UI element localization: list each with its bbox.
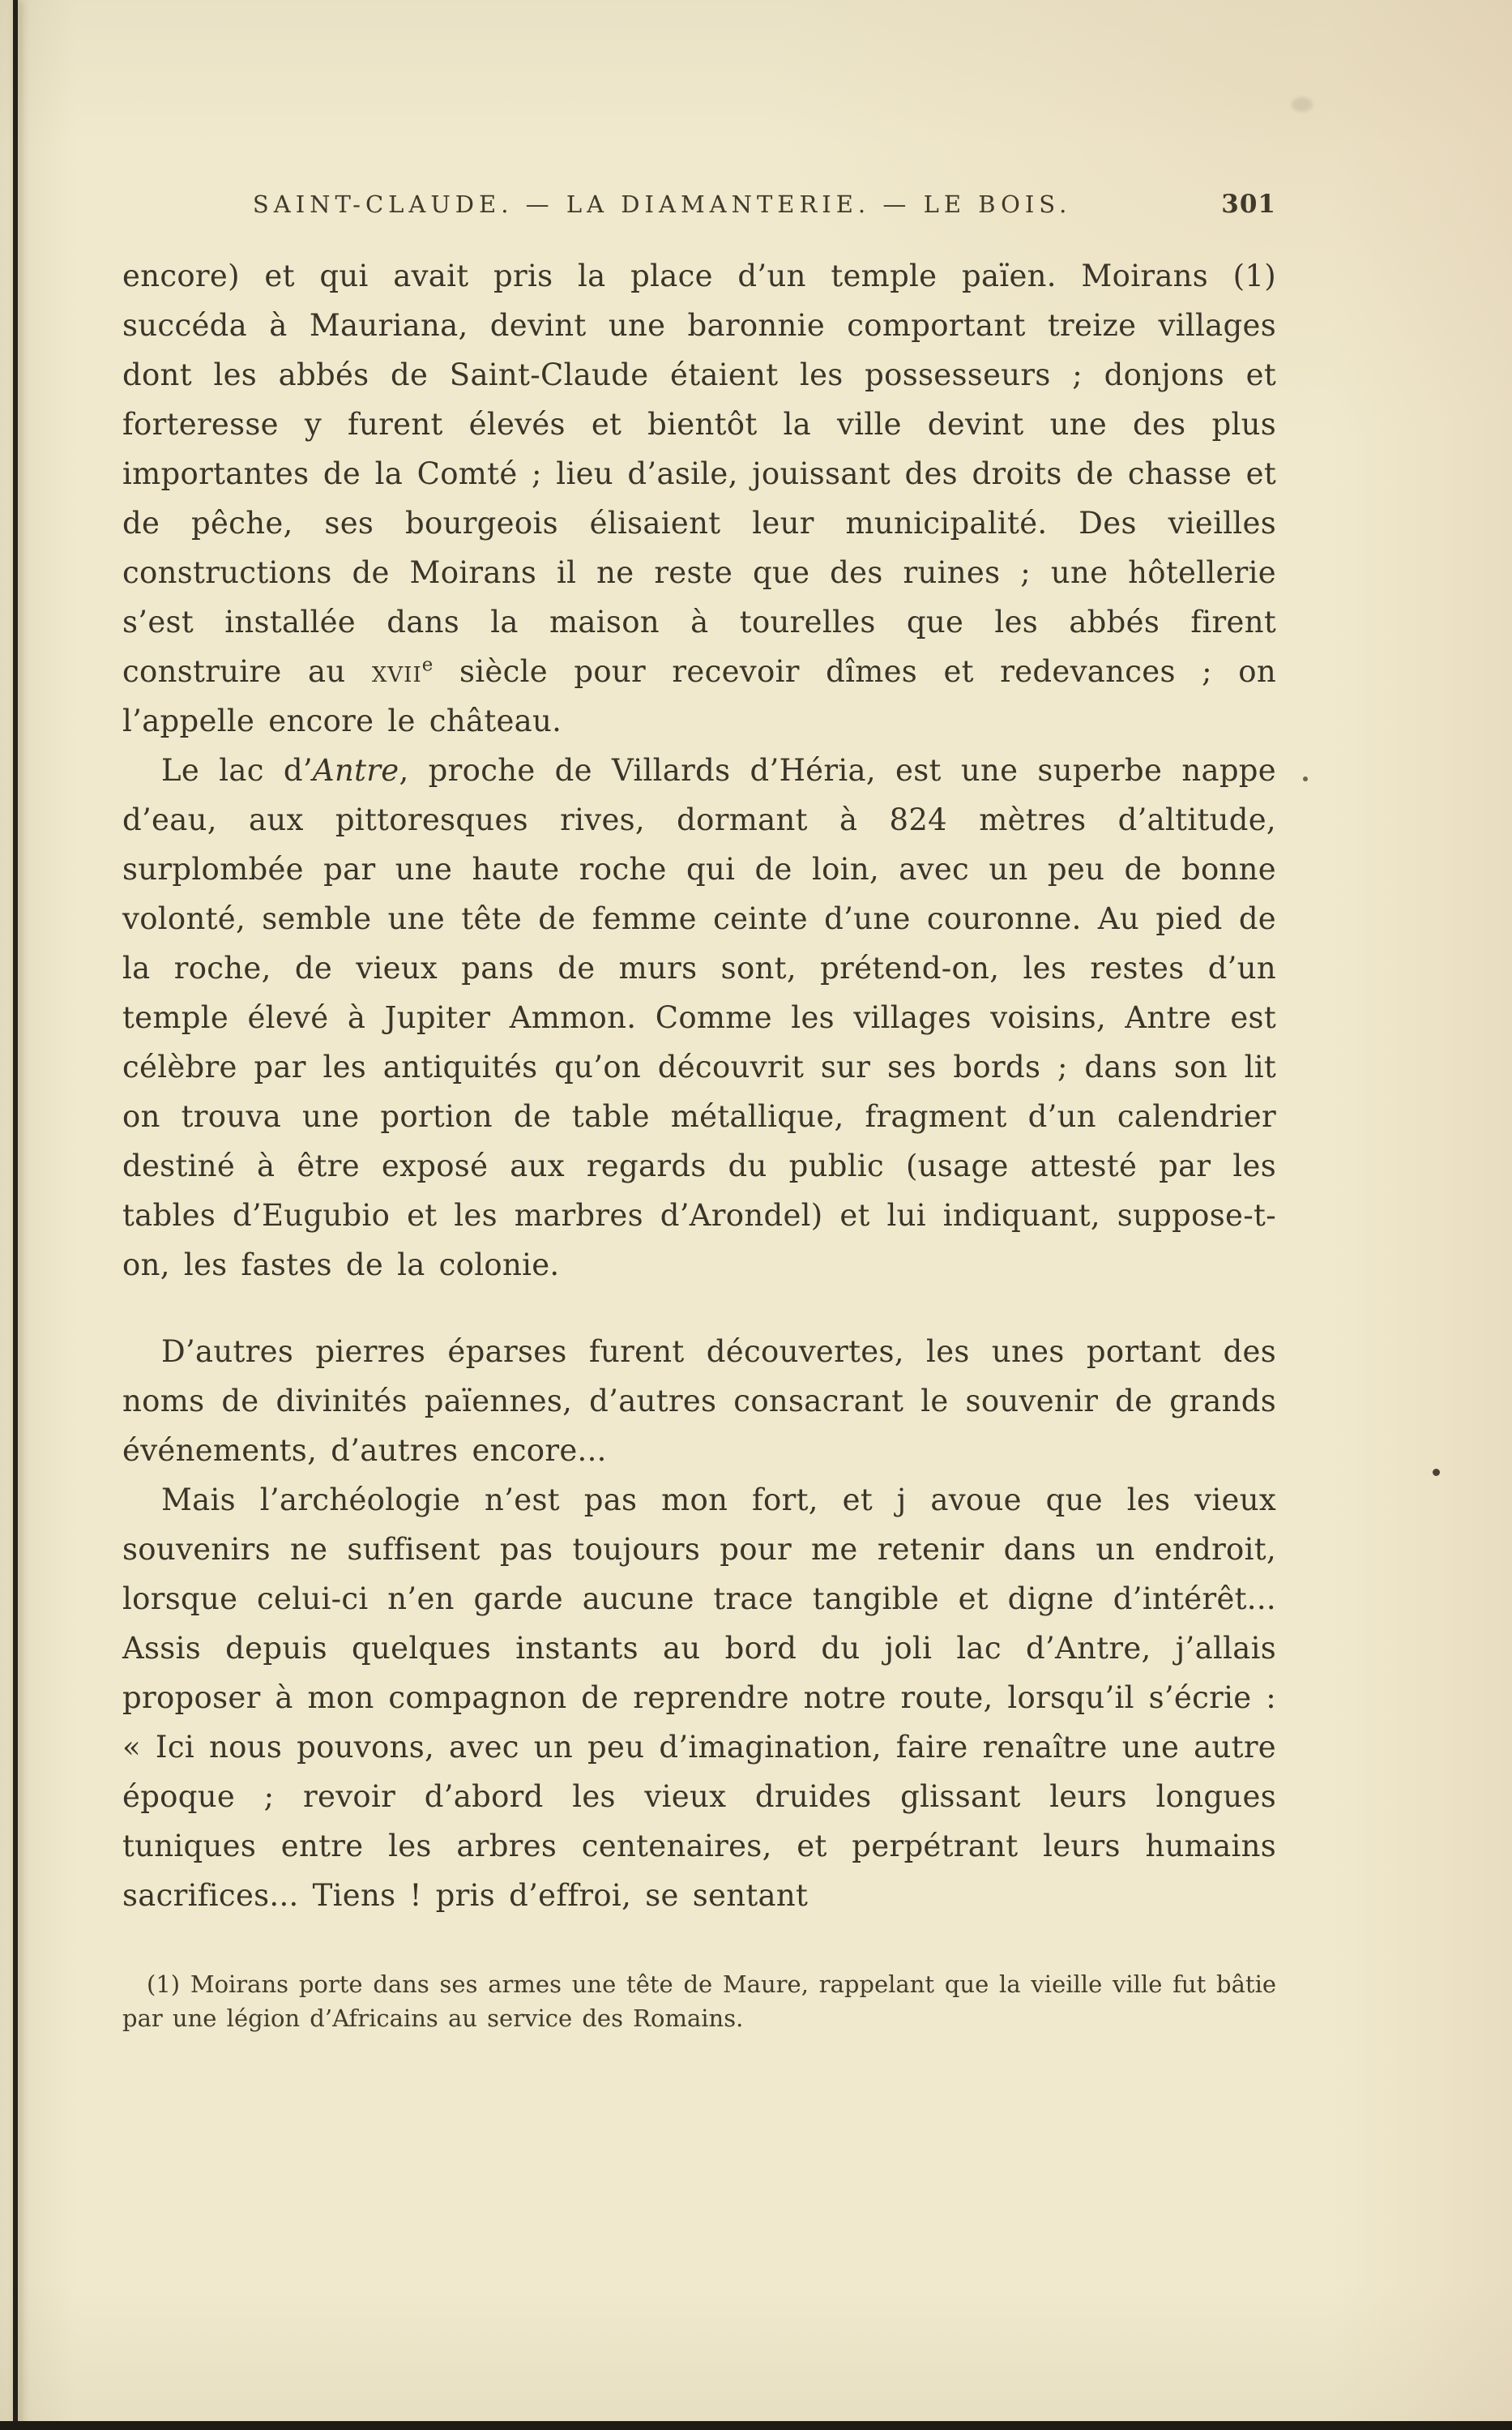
paragraph-1	[122, 251, 1276, 746]
paragraph-2-text: Le lac d’	[161, 753, 313, 788]
paragraph-4: Mais l’archéologie n’est pas mon fort, et j avoue que les vieux souvenirs ne suffisent pas toujours pour me retenir dans un endroit, lorsque celui-ci n’en garde aucune trace tangible et digne d’intérêt... Assis depuis quelques instants au bord du joli lac d’Antre, j’allais proposer à mon compagnon de reprendre notre route, lorsqu’il s’écrie : « Ici nous pouvons, avec un peu d’imagination, faire renaître une autre époque ; revoir d’abord les vieux druides glissant leurs longues tuniques entre les arbres centenaires, et perpétrant leurs humains sacrifices... Tiens ! pris d’effroi, se sentant	[122, 1482, 1276, 1913]
bottom-edge-line	[0, 2421, 1512, 2430]
page-content	[122, 0, 1276, 2035]
running-header	[122, 188, 1276, 220]
century-superscript: e	[421, 654, 434, 676]
paper-stain	[1292, 97, 1313, 112]
paper-speck	[1433, 1469, 1440, 1476]
footnote-text: (1) Moirans porte dans ses armes une tête de Maure, rappelant que la vieille ville fut bâtie par une légion d’Africains au service des Romains.	[122, 1970, 1276, 2032]
lake-name-italic: Antre	[312, 753, 399, 788]
running-title: SAINT-CLAUDE. — LA DIAMANTERIE. — LE BOIS.	[252, 190, 1072, 218]
body-text	[122, 251, 1276, 1920]
binding-edge-line	[13, 0, 18, 2430]
paper-speck	[1303, 776, 1308, 781]
page-number: 301	[1221, 190, 1276, 219]
paragraph-2-text-end: , proche de Villards d’Héria, est une superbe nappe d’eau, aux pittoresques rives, dormant à 824 mètres d’altitude, surplombée par une haute roche qui de loin, avec un peu de bonne volonté, semble une tête de femme ceinte d’une couronne. Au pied de la roche, de vieux pans de murs sont, prétend-on, les restes d’un temple élevé à Jupiter Ammon. Comme les villages voisins, Antre est célèbre par les antiquités qu’on découvrit sur ses bords ; dans son lit on trouva une portion de table métallique, fragment d’un calendrier destiné à être exposé aux regards du public (usage attesté par les tables d’Eugubio et les marbres d’Arondel) et lui indiquant, suppose-t-on, les fastes de la colonie.	[122, 753, 1276, 1282]
century-smallcaps: xvii	[371, 654, 422, 689]
paragraph-2	[122, 746, 1276, 1290]
footnote	[122, 1967, 1276, 2035]
paragraph-1-text: encore) et qui avait pris la place d’un temple païen. Moirans (1) succéda à Mauriana, devint une baronnie comportant treize villages dont les abbés de Saint-Claude étaient les possesseurs ; donjons et forteresse y furent élevés et bientôt la ville devint une des plus importantes de la Comté ; lieu d’asile, jouissant des droits de chasse et de pêche, ses bourgeois élisaient leur municipalité. Des vieilles constructions de Moirans il ne reste que des ruines ; une hôtellerie s’est installée dans la maison à tourelles que les abbés firent construire au	[122, 259, 1276, 689]
paragraph-1-text-end: siècle pour recevoir dîmes et redevances ; on l’appelle encore le château.	[122, 654, 1277, 738]
paragraph-3: D’autres pierres éparses furent découvertes, les unes portant des noms de divinités païennes, d’autres consacrant le souvenir de grands événements, d’autres encore...	[122, 1334, 1276, 1468]
